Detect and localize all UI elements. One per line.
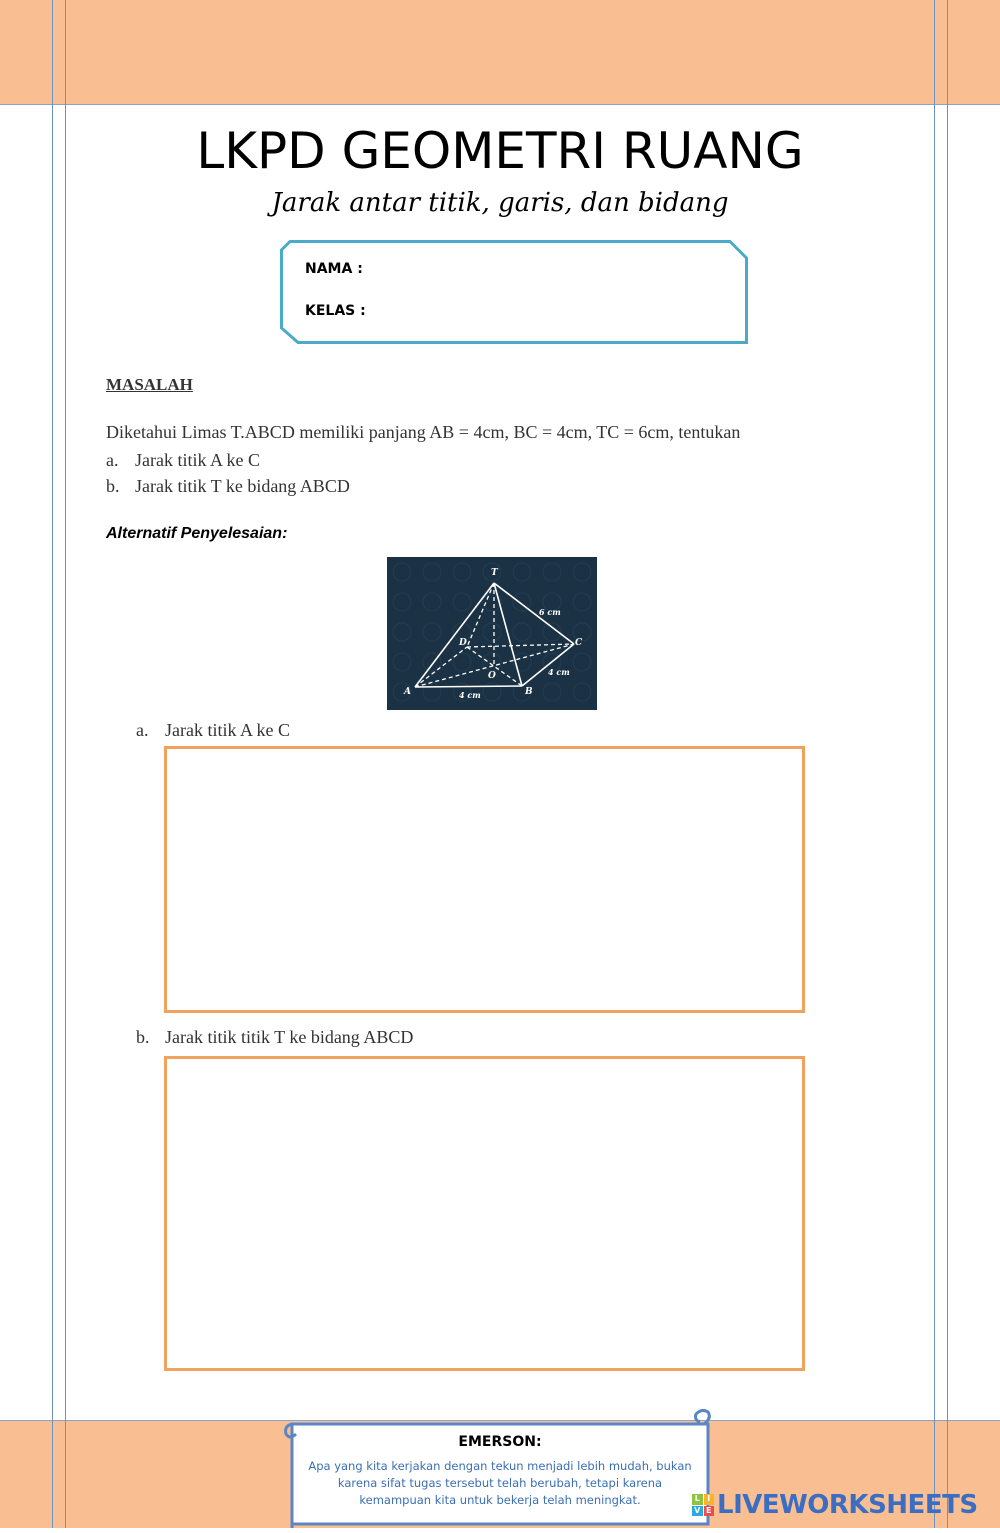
liveworksheets-logo-icon: L I V E [692, 1494, 714, 1516]
list-marker: a. [106, 450, 119, 470]
pyramid-figure [387, 557, 597, 710]
edge-label: 6 cm [539, 607, 561, 617]
vertex-label: D [459, 638, 467, 648]
masalah-heading: MASALAH [106, 375, 193, 394]
quote-author: EMERSON: [458, 1434, 542, 1450]
list-item [106, 473, 350, 499]
list-marker: b. [106, 476, 120, 496]
vertex-label: B [525, 687, 533, 697]
edge-ab [415, 686, 522, 687]
list-text: Jarak titik T ke bidang ABCD [135, 476, 350, 496]
page-subtitle: Jarak antar titik, garis, dan bidang [271, 188, 729, 218]
quote-text [300, 1458, 700, 1509]
kelas-label: KELAS : [305, 303, 366, 319]
question-text: Jarak titik titik T ke bidang ABCD [165, 1027, 414, 1047]
question-b [136, 1027, 413, 1048]
left-inner-border [65, 0, 66, 1528]
left-outer-border [52, 0, 53, 1528]
nama-label: NAMA : [305, 261, 363, 277]
question-marker: a. [136, 720, 149, 740]
liveworksheets-watermark[interactable] [692, 1488, 978, 1522]
problem-statement: Diketahui Limas T.ABCD memiliki panjang AB = 4cm, BC = 4cm, TC = 6cm, tentukan [106, 422, 741, 442]
page-title: LKPD GEOMETRI RUANG [196, 122, 804, 180]
question-marker: b. [136, 1027, 150, 1047]
kelas-field[interactable] [305, 303, 366, 319]
vertex-label: T [491, 568, 498, 578]
identity-box [280, 240, 748, 344]
quote-line: Apa yang kita kerjakan dengan tekun menjadi lebih mudah, bukan [308, 1459, 692, 1473]
quote-line: karena sifat tugas tersebut telah berubah, tetapi karena [337, 1476, 663, 1490]
question-text: Jarak titik A ke C [165, 720, 290, 740]
list-text: Jarak titik A ke C [135, 450, 260, 470]
quote-line: kemampuan kita untuk bekerja telah meningkat. [359, 1493, 641, 1507]
right-outer-border [947, 0, 948, 1528]
top-band-line [0, 104, 1000, 105]
answer-box-b[interactable] [164, 1056, 805, 1371]
right-inner-border [934, 0, 935, 1528]
vertex-label: O [488, 671, 496, 681]
list-item [106, 447, 350, 473]
page-top-band [65, 0, 935, 104]
question-a [136, 720, 290, 741]
liveworksheets-text: LIVEWORKSHEETS [717, 1490, 978, 1520]
nama-field[interactable] [305, 261, 363, 277]
edge-label: 4 cm [548, 667, 570, 677]
problem-list [106, 447, 350, 499]
solution-heading: Alternatif Penyelesaian: [106, 525, 288, 542]
answer-box-a[interactable] [164, 746, 805, 1013]
edge-label: 4 cm [459, 690, 481, 700]
vertex-label: C [575, 638, 583, 648]
vertex-label: A [404, 687, 411, 697]
